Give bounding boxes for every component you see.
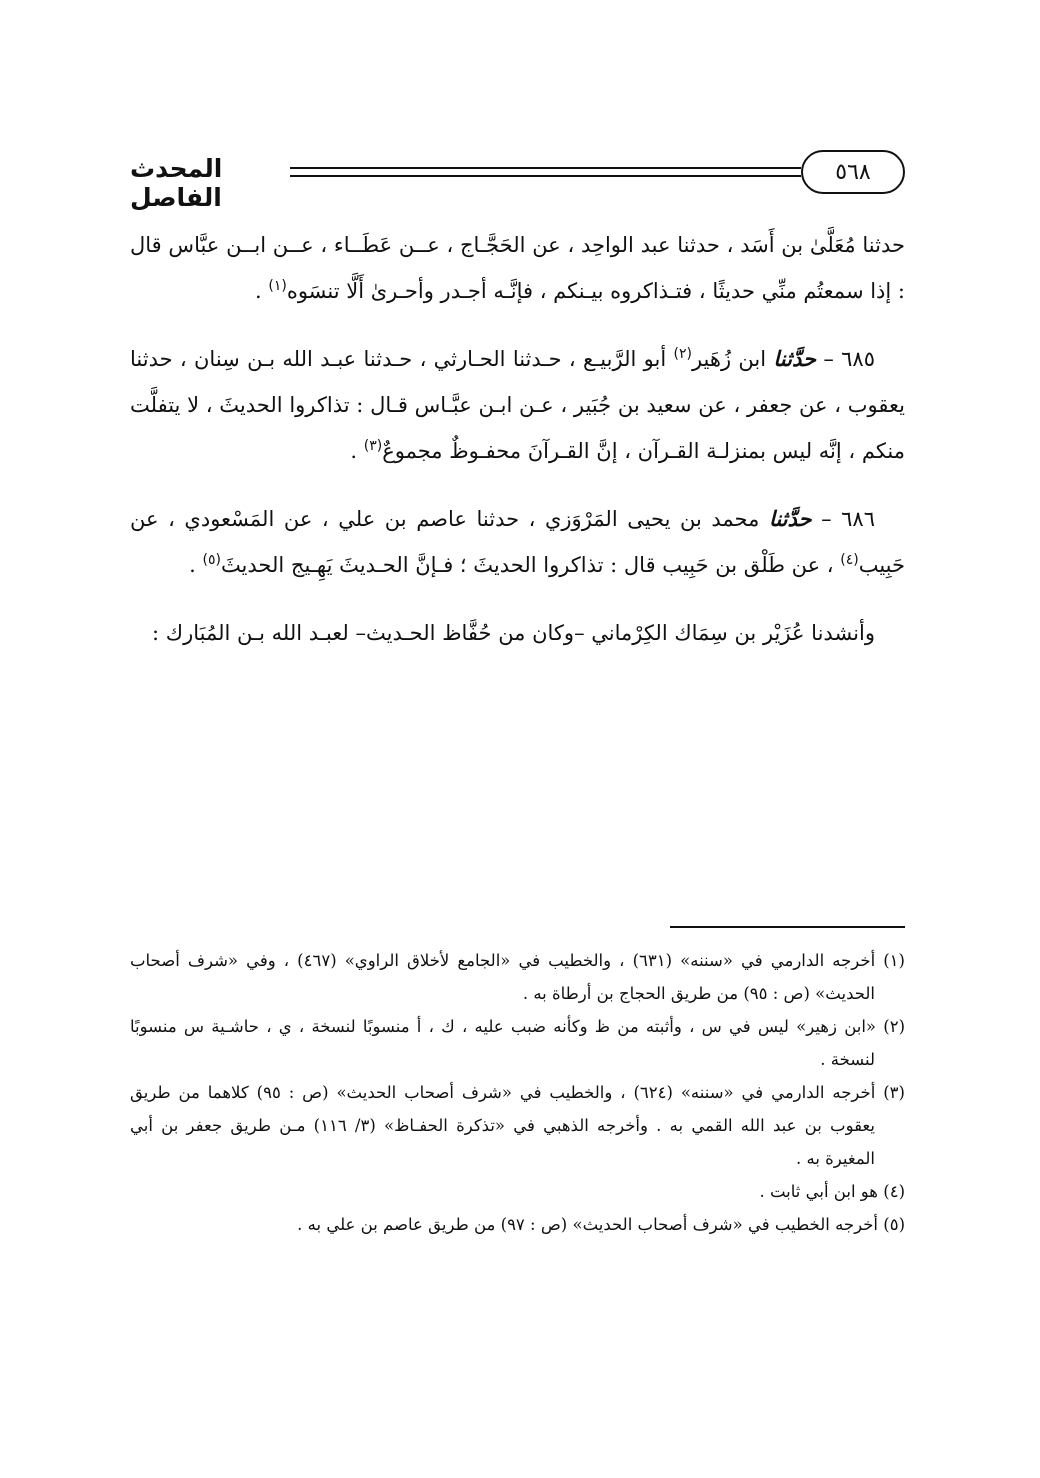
footnote-ref: (٤) (840, 552, 859, 568)
paragraph-end: . (254, 279, 269, 303)
book-title: المحدث الفاصل (130, 154, 223, 212)
paragraph-1 (130, 222, 905, 314)
footnote-2: (٢) «ابن زهير» ليس في س ، وأثبته من ظ وكأنه ضبب عليه ، ك ، أ منسوبًا لنسخة ، ي ، حاشـية س منسوبًا لنسخة . (130, 1017, 905, 1069)
footnote-ref: (٥) (202, 552, 221, 568)
paragraph-end: . (350, 439, 364, 463)
footnote-ref: (٣) (363, 438, 383, 454)
footnote-1: (١) أخرجه الدارمي في «سننه» (٦٣١) ، والخطيب في «الجامع لأخلاق الراوي» (٤٦٧) ، وفي «شرف أصحاب الحديث» (ص : ٩٥) من طريق الحجاج بن أرطاة به . (130, 951, 905, 1003)
header-rule (290, 167, 801, 177)
hadith-number: ٦٨٥ – (816, 347, 875, 371)
footnote-ref: (١) (268, 278, 287, 294)
hadith-number: ٦٨٦ – (811, 507, 875, 531)
paragraph-end: . (189, 553, 203, 577)
footnote-ref: (٢) (673, 346, 692, 362)
footnotes (130, 944, 905, 1241)
paragraph-text: ، عن طَلْق بن حَبِيب قال : تذاكروا الحديثَ ؛ فـإنَّ الحـديثَ يَهِـيج الحديثَ (220, 553, 841, 577)
paragraph-text: محمد بن يحيى المَرْوَزي ، حدثنا عاصم بن علي ، عن المَسْعودي ، عن حَبِيب (130, 507, 905, 577)
haddathana-word: حدَّثنا (768, 507, 812, 531)
footnote-separator (670, 926, 905, 928)
footnote-4: (٤) هو ابن أبي ثابت . (759, 1182, 905, 1201)
paragraph-text: ابن زُهَير (691, 347, 774, 371)
main-text (130, 222, 905, 678)
hadith-686 (130, 496, 905, 588)
hadith-685 (130, 336, 905, 474)
paragraph-text: حدثنا مُعَلَّىٰ بن أَسَد ، حدثنا عبد الواحِد ، عن الحَجَّـاج ، عــن عَطَــاء ، عــن ابــن عبَّاس قال : إذا سمعتُم منِّي حديثًا ، فتـذاكروه بيـنكم ، فإنَّـه أجـدر وأحـرىٰ أَلَّا تنسَوه (130, 233, 905, 303)
paragraph-poem-intro: وأنشدنا عُزَيْر بن سِمَاك الكِرْماني –وكان من حُفَّاظ الحـديث– لعبـد الله بـن المُبَارك : (152, 621, 875, 645)
footnote-3: (٣) أخرجه الدارمي في «سننه» (٦٢٤) ، والخطيب في «شرف أصحاب الحديث» (ص : ٩٥) كلاهما من طريق يعقوب بن عبد الله القمي به . وأخرجه الذهبي في «تذكرة الحفـاظ» (٣/ ١١٦) مـن طريق جعفر بن أبي المغيرة به . (130, 1083, 905, 1168)
paragraph-text: أبو الرَّبيـع ، حـدثنا الحـارثي ، حـدثنا عبـد الله بـن سِنان ، حدثنا يعقوب ، عن جعفر ، عن سعيد بن جُبَير ، عـن ابـن عبَّـاس قـال : تذاكروا الحديثَ ، لا يتفلَّت منكم ، إنَّه ليس بمنزلـة القـرآن ، إنَّ القـرآنَ محفـوظٌ مجموعٌ (130, 347, 905, 463)
page-number: ٥٦٨ (801, 150, 905, 194)
page-header (130, 150, 905, 212)
footnote-5: (٥) أخرجه الخطيب في «شرف أصحاب الحديث» (ص : ٩٧) من طريق عاصم بن علي به . (297, 1215, 905, 1234)
haddathana-word: حدَّثنا (773, 347, 816, 371)
